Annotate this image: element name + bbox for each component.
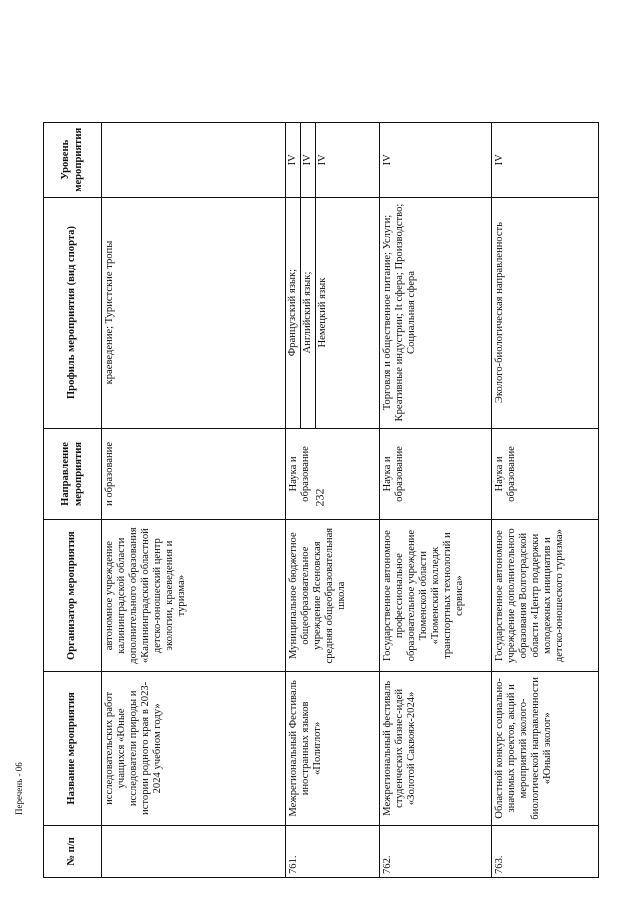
header-level: Уровень мероприятия [44,123,102,198]
level-item: IV [317,154,329,166]
row-num [102,825,286,877]
header-num: № п/п [44,825,102,877]
row-num: 763. [492,825,599,877]
events-table [43,122,599,878]
row-organizer: Государственное автономное учреждение дополнительного образования Волгоградской области «Центр поддержки молодежных инициатив и детско-юношеского туризма» [492,520,599,671]
row-name: Межрегиональный фестиваль студенческих бизнес-идей «Золотой Саквояж-2024» [380,671,492,825]
row-organizer: Муниципальное бюджетное общеобразовательное учреждение Ясеновская средняя общеобразовательная школа [286,520,380,671]
header-direction: Направление мероприятия [44,428,102,520]
page-number: 232 [312,488,327,507]
row-direction: Наука и образование [380,428,492,520]
row-direction: и образование [102,428,286,520]
header-organizer: Организатор мероприятия [44,520,102,671]
row-profile [286,197,380,428]
row-name: исследовательских работ учащихся «Юные исследователи природы и истории родного края в 2023-2024 учебном году» [102,671,286,825]
row-direction: Наука и образование [492,428,599,520]
table-header-row [44,123,102,878]
table-row [102,123,286,878]
row-organizer: автономное учреждение калининградской области дополнительного образования «Калининградский областной детско-юношеский центр экологии, краеведения и туризма» [102,520,286,671]
profile-item: Французский язык; [286,198,301,428]
row-profile: Торговля и общественное питание; Услуги; Креативные индустрии; It сфера; Производство; Социальная сфера [380,197,492,428]
row-num: 761. [286,825,380,877]
row-level: IV [380,123,492,198]
row-level [286,123,380,198]
row-name: Областной конкурс социально-значимых проектов, акций и мероприятий эколого-биологической направленности «Юный эколог» [492,671,599,825]
row-organizer: Государственное автономное профессиональное образовательное учреждение Тюменской области «Тюменский колледж транспортных технологий и сервиса» [380,520,492,671]
row-level: IV [492,123,599,198]
row-num: 762. [380,825,492,877]
header-name: Название мероприятия [44,671,102,825]
row-profile: Эколого-биологическая направленность [492,197,599,428]
table-row [492,123,599,878]
header-profile: Профиль мероприятия (вид спорта) [44,197,102,428]
row-name: Межрегиональный Фестиваль иностранных языков «Полиглот» [286,671,380,825]
level-item: IV [286,123,301,197]
level-item: IV [301,123,316,197]
rotated-table-container [43,122,598,878]
table-row [286,123,380,878]
page-footer: Перечень - 06 [14,762,24,815]
table-row [380,123,492,878]
row-direction: Наука и образование [286,428,380,520]
profile-item: Немецкий язык [317,277,329,348]
profile-item: Английский язык; [301,198,316,428]
row-profile: краеведение; Туристские тропы [102,197,286,428]
row-level [102,123,286,198]
